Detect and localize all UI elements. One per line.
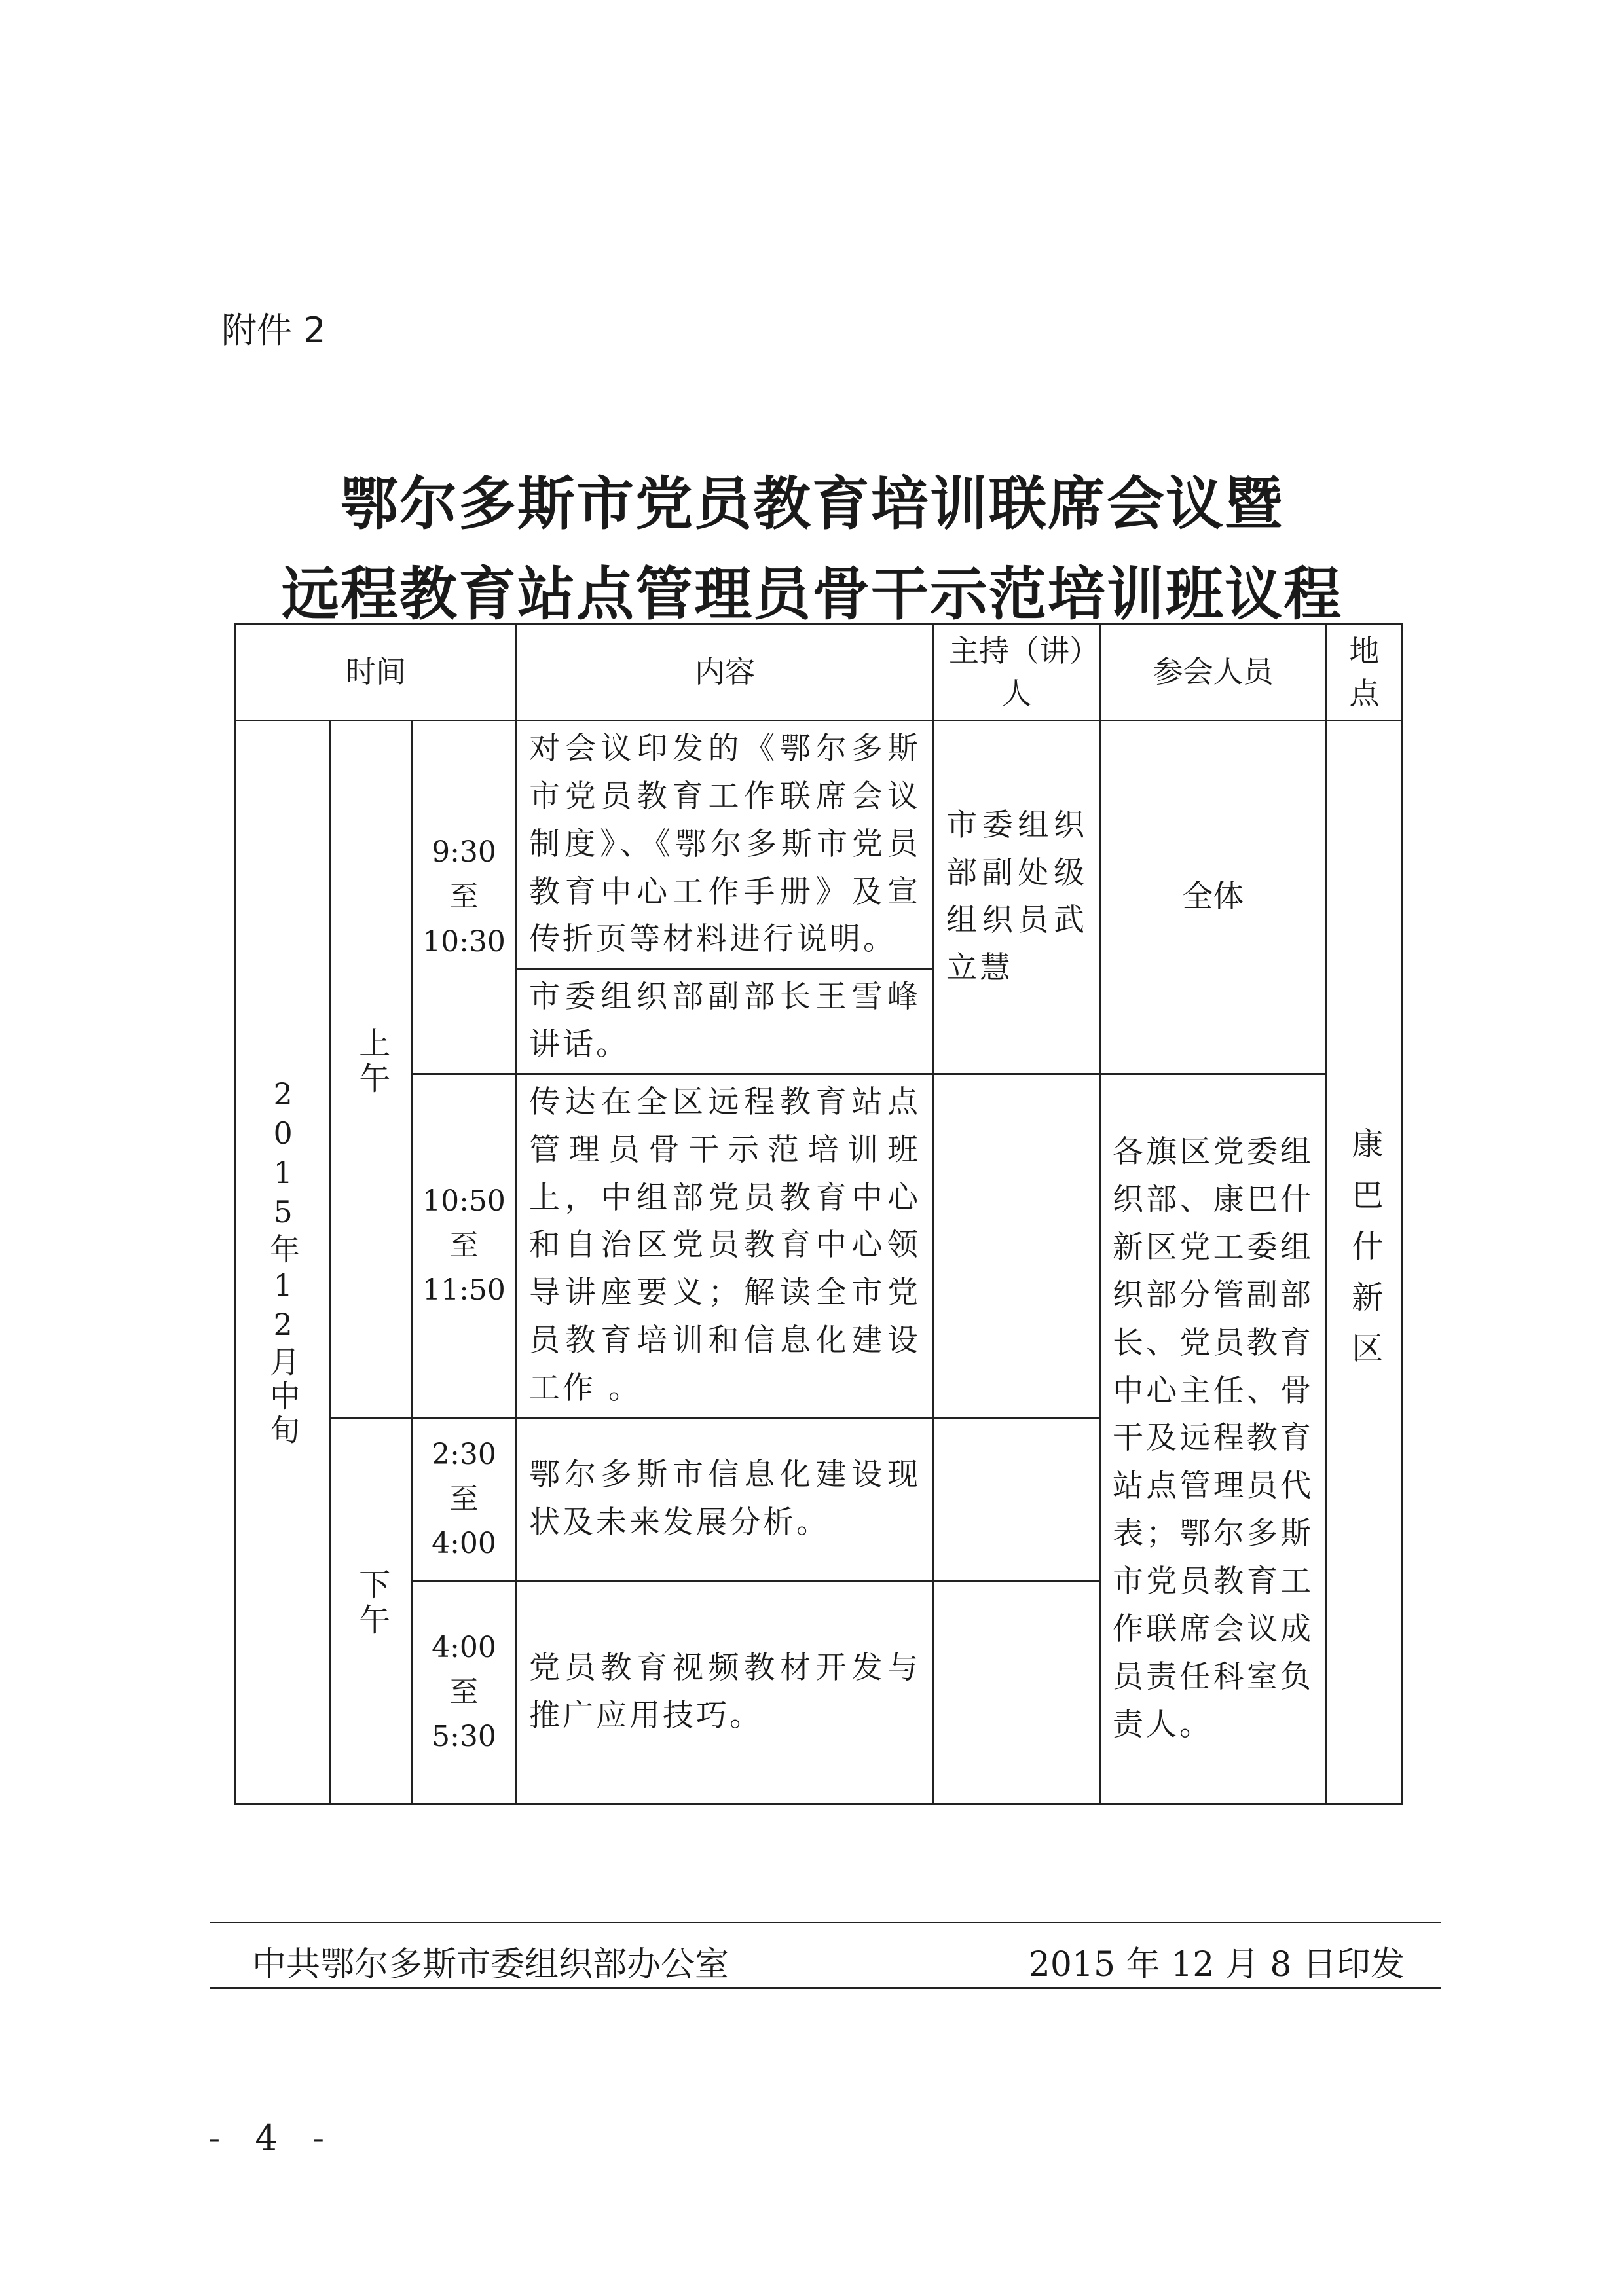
time-slot-1	[412, 721, 517, 1074]
header-location: 地点	[1327, 624, 1403, 721]
attachment-label: 附件 2	[221, 310, 326, 351]
document-title-line2: 远程教育站点管理员骨干示范培训班议程	[281, 560, 1342, 628]
header-row	[236, 624, 1403, 721]
content-item-5: 党员教育视频教材开发与推广应用技巧。	[517, 1581, 934, 1804]
date-cell	[236, 721, 330, 1804]
footer-issuer: 中共鄂尔多斯市委组织部办公室	[252, 1945, 729, 1984]
afternoon-cell	[330, 1417, 412, 1804]
time-to: 4:00	[432, 1527, 496, 1561]
time-from: 9:30	[432, 835, 496, 869]
header-host: 主持（讲）人	[934, 624, 1100, 721]
time-slot-3	[412, 1417, 517, 1581]
host-cell-1: 市委组织部副处级组织员武立慧	[934, 721, 1100, 1074]
content-item-2: 市委组织部副部长王雪峰讲话。	[517, 969, 934, 1074]
time-sep: 至	[449, 1482, 479, 1516]
time-from: 4:00	[432, 1631, 496, 1665]
host-cell-2	[934, 1074, 1100, 1417]
time-slot-4	[412, 1581, 517, 1804]
time-from: 10:50	[422, 1184, 506, 1218]
time-sep: 至	[449, 1228, 479, 1262]
location-text: 康巴什新区	[1346, 1127, 1383, 1383]
document-title-line1: 鄂尔多斯市党员教育培训联席会议暨	[340, 469, 1283, 538]
agenda-table	[234, 623, 1403, 1805]
header-time: 时间	[236, 624, 517, 721]
page-number: - 4 -	[208, 2117, 337, 2159]
table-row	[236, 721, 1403, 969]
footer-top-rule	[210, 1922, 1441, 1923]
content-item-1: 对会议印发的《鄂尔多斯市党员教育工作联席会议制度》、《鄂尔多斯市党员教育中心工作手册》及宣传折页等材料进行说明。	[517, 721, 934, 969]
date-text: 2015年12月中旬	[265, 1076, 301, 1448]
time-to: 11:50	[422, 1273, 506, 1307]
attendees-cell-1: 全体	[1100, 721, 1327, 1074]
footer-date: 2015 年 12 月 8 日印发	[1028, 1945, 1405, 1984]
footer-bottom-rule	[210, 1987, 1441, 1989]
attendees-cell-2: 各旗区党委组织部、康巴什新区党工委组织部分管副部长、党员教育中心主任、骨干及远程教育站点管理员代表；鄂尔多斯市党员教育工作联席会议成员责任科室负责人。	[1100, 1074, 1327, 1804]
location-cell	[1327, 721, 1403, 1804]
time-sep: 至	[449, 880, 479, 914]
morning-cell	[330, 721, 412, 1418]
header-content: 内容	[517, 624, 934, 721]
host-cell-4	[934, 1581, 1100, 1804]
morning-label: 上午	[353, 1026, 390, 1097]
time-from: 2:30	[432, 1438, 496, 1472]
host-cell-3	[934, 1417, 1100, 1581]
time-sep: 至	[449, 1675, 479, 1709]
time-slot-2	[412, 1074, 517, 1417]
time-to: 10:30	[422, 924, 506, 958]
header-attendees: 参会人员	[1100, 624, 1327, 721]
content-item-4: 鄂尔多斯市信息化建设现状及未来发展分析。	[517, 1417, 934, 1581]
afternoon-label: 下午	[353, 1568, 390, 1639]
content-item-3: 传达在全区远程教育站点管理员骨干示范培训班上，中组部党员教育中心和自治区党员教育中心领导讲座要义；解读全市党员教育培训和信息化建设工作 。	[517, 1074, 934, 1417]
time-to: 5:30	[432, 1720, 496, 1754]
